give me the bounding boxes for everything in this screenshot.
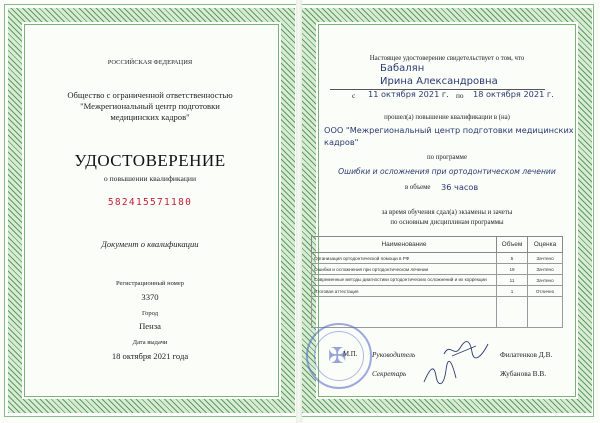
discipline-result: Зачтено — [528, 264, 563, 275]
from-prefix: с — [352, 91, 356, 100]
holder-surname: Бабалян — [380, 63, 425, 74]
discipline-result: Зачтено — [528, 275, 563, 286]
issue-date: 18 октября 2021 года — [111, 351, 189, 361]
org-name-line1: Общество с ограниченной ответственностью — [67, 90, 233, 100]
registration-number: 3370 — [141, 292, 159, 302]
discipline-volume: 11 — [497, 275, 528, 286]
passed-text: прошел(а) повышение квалификации в (на) — [384, 114, 510, 121]
city-value: Пенза — [139, 321, 161, 331]
table-row — [312, 286, 563, 297]
exams-line1: за время обучения сдал(а) экзамены и зачеты — [381, 209, 513, 216]
official-stamp — [306, 323, 372, 389]
discipline-result: Отлично — [528, 286, 563, 297]
header-result: Оценка — [528, 237, 563, 253]
discipline-name: Организация ортодонтической помощи в РФ — [312, 253, 497, 264]
discipline-name: Современные методы диагностики ортодонтических осложнений и их коррекции — [312, 275, 497, 286]
disciplines-table — [311, 236, 563, 328]
certificate-title: УДОСТОВЕРЕНИЕ — [74, 151, 226, 170]
discipline-volume: 19 — [497, 264, 528, 275]
study-end-date: 18 октября 2021 г. — [473, 89, 554, 99]
discipline-name: Ошибки и осложнения при ортодонтическом лечении — [312, 264, 497, 275]
head-signature-icon — [442, 338, 490, 360]
document-type: Документ о квалификации — [101, 239, 199, 249]
header-name: Наименование — [312, 237, 497, 253]
secretary-label: Секретарь — [372, 369, 407, 378]
exams-line2: по основным дисциплинам программы — [390, 219, 504, 226]
volume-value: 36 часов — [441, 182, 479, 192]
table-row — [312, 275, 563, 286]
registration-label: Регистрационный номер — [116, 280, 184, 287]
table-row-empty — [312, 297, 563, 328]
discipline-volume: 5 — [497, 253, 528, 264]
head-name: Филатенков Д.В. — [500, 350, 553, 359]
issue-date-label: Дата выдачи — [132, 339, 168, 346]
training-org-line1: ООО "Межрегиональный центр подготовки медицинских — [324, 125, 574, 135]
emblem-icon: ✠ — [328, 343, 347, 368]
volume-label: в объеме — [405, 184, 431, 191]
city-label: Город — [141, 310, 159, 317]
org-name-line2: "Межрегиональный центр подготовки — [80, 101, 220, 111]
study-start-date: 11 октября 2021 г. — [368, 89, 449, 99]
federation-header: РОССИЙСКАЯ ФЕДЕРАЦИЯ — [107, 59, 193, 66]
certificate-subtitle: о повышении квалификации — [103, 174, 197, 183]
table-header-row — [312, 237, 563, 253]
table-row — [312, 253, 563, 264]
org-name-line3: медицинских кадров" — [110, 112, 190, 122]
table-row — [312, 264, 563, 275]
discipline-volume: 1 — [497, 286, 528, 297]
serial-number: 582415571180 — [107, 197, 193, 208]
to-prefix: по — [456, 91, 464, 100]
center-fold — [296, 0, 302, 423]
head-label: Руководитель — [372, 350, 416, 359]
secretary-name: Жубанова В.В. — [500, 369, 547, 378]
discipline-name: Итоговая аттестация — [312, 286, 497, 297]
discipline-result: Зачтено — [528, 253, 563, 264]
program-name: Ошибки и осложнения при ортодонтическом лечении — [338, 167, 556, 176]
program-label: по программе — [427, 154, 467, 161]
holder-name: Ирина Александровна — [380, 76, 498, 87]
header-volume: Объем — [497, 237, 528, 253]
secretary-signature-icon — [420, 358, 460, 388]
stamp-label: М.П. — [343, 351, 358, 358]
intro-text: Настоящее удостоверение свидетельствует о том, что — [369, 55, 525, 62]
training-org-line2: кадров" — [324, 137, 359, 147]
